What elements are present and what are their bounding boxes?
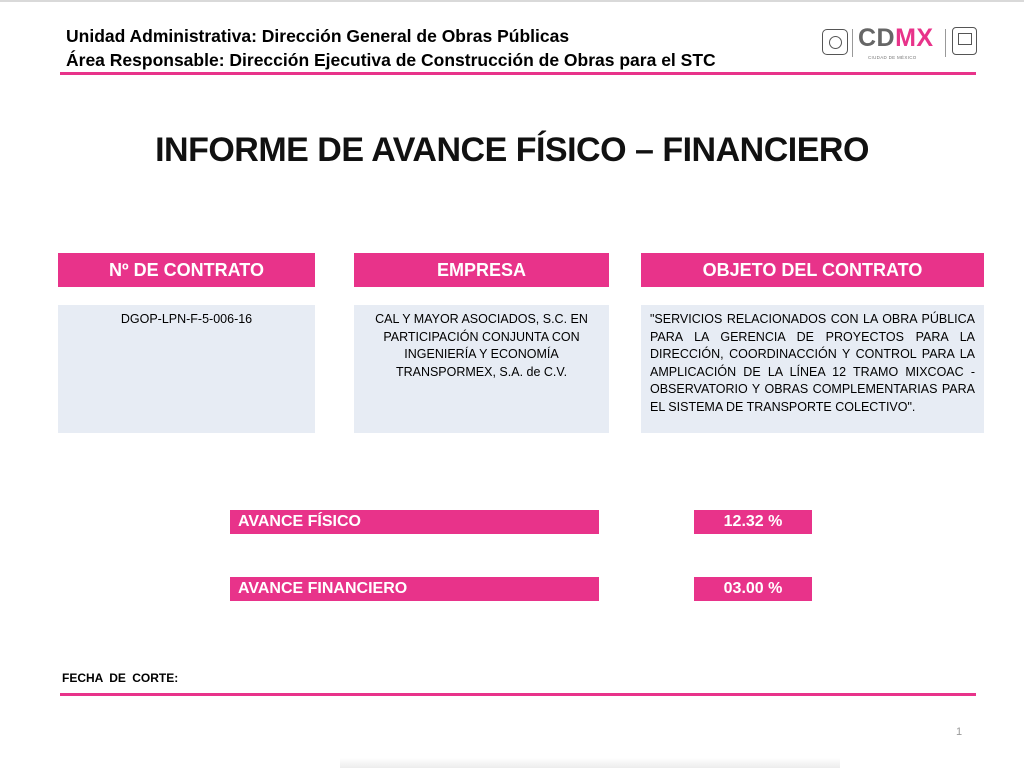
- logo-divider: [945, 29, 946, 57]
- fecha-corte-label: FECHA DE CORTE:: [62, 671, 179, 685]
- seal-icon: [822, 29, 848, 55]
- header-divider: [60, 72, 976, 75]
- top-border: [0, 0, 1024, 2]
- logos: [822, 24, 982, 64]
- header-area: Área Responsable: Dirección Ejecutiva de Construcción de Obras para el STC: [66, 50, 716, 70]
- avance-fisico-value: 12.32 %: [694, 510, 812, 534]
- avance-fisico-label: AVANCE FÍSICO: [230, 510, 599, 534]
- cdmx-logo-subtext: CIUDAD DE MÉXICO: [868, 55, 917, 60]
- page-title: INFORME DE AVANCE FÍSICO – FINANCIERO: [155, 131, 869, 169]
- logo-divider: [852, 29, 853, 57]
- objeto-header: OBJETO DEL CONTRATO: [641, 253, 984, 287]
- government-icon: [952, 27, 977, 55]
- objeto-value: "SERVICIOS RELACIONADOS CON LA OBRA PÚBLICA PARA LA GERENCIA DE PROYECTOS PARA LA DIRECCIÓN, COORDINACCIÓN Y CONTROL PARA LA AMPLICACIÓN DE LA LÍNEA 12 TRAMO MIXCOAC - OBSERVATORIO Y OBRAS COMPLEMENTARIAS PARA EL SISTEMA DE TRANSPORTE COLECTIVO".: [641, 305, 984, 433]
- empresa-header: EMPRESA: [354, 253, 609, 287]
- contrato-header: Nº DE CONTRATO: [58, 253, 315, 287]
- avance-financiero-label: AVANCE FINANCIERO: [230, 577, 599, 601]
- avance-financiero-value: 03.00 %: [694, 577, 812, 601]
- footer-divider: [60, 693, 976, 696]
- empresa-value: CAL Y MAYOR ASOCIADOS, S.C. EN PARTICIPACIÓN CONJUNTA CON INGENIERÍA Y ECONOMÍA TRANSPORMEX, S.A. de C.V.: [354, 305, 609, 433]
- bottom-shadow: [340, 758, 840, 768]
- cdmx-logo: CDMX: [858, 24, 934, 52]
- contrato-value: DGOP-LPN-F-5-006-16: [58, 305, 315, 433]
- page-number: 1: [956, 726, 963, 738]
- header-unidad: Unidad Administrativa: Dirección General de Obras Públicas: [66, 26, 570, 46]
